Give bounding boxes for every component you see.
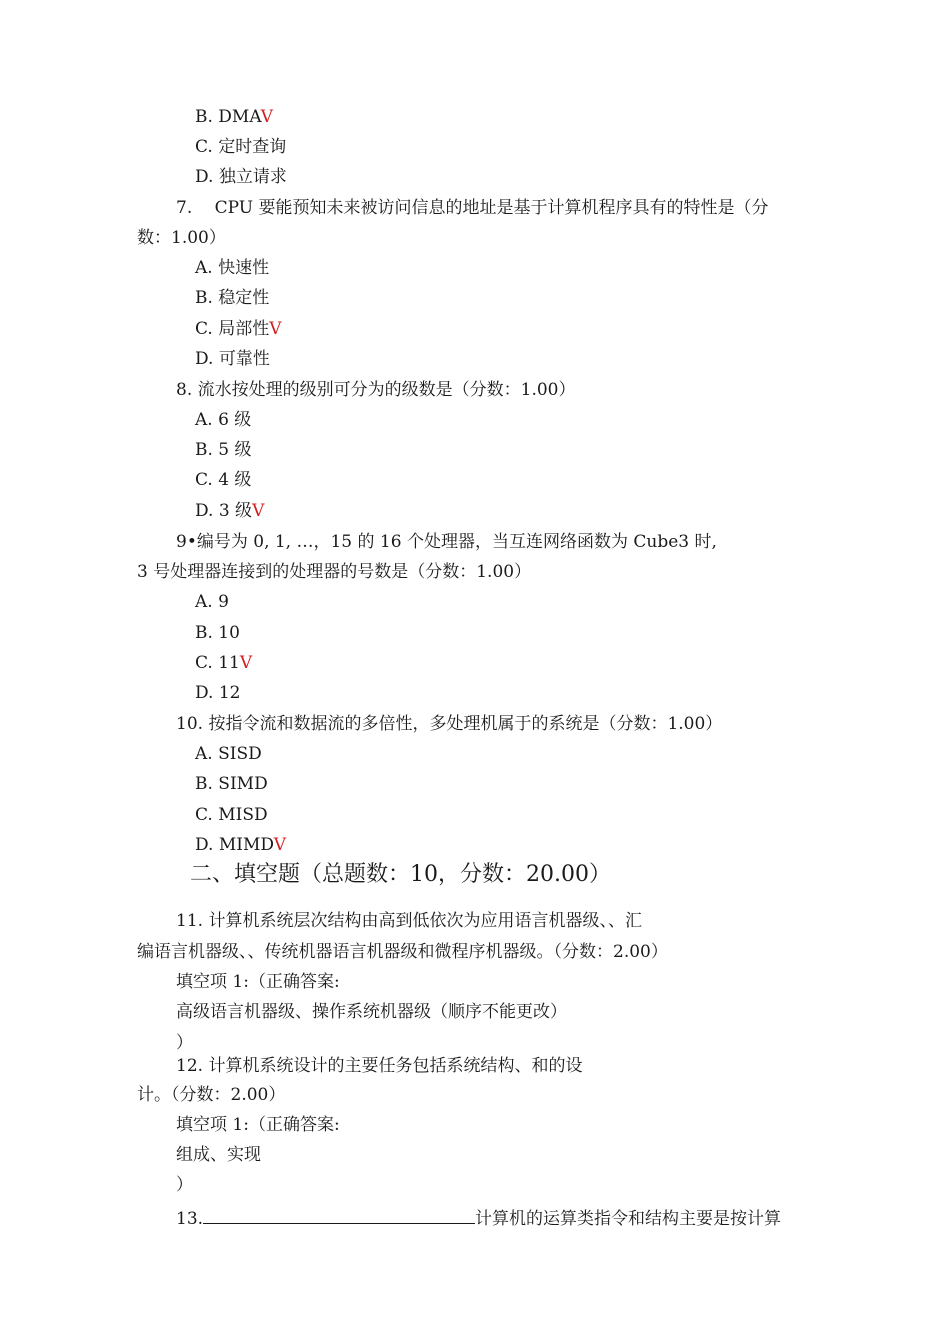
q9-option-a: A. 9 xyxy=(195,592,229,612)
q10-option-c: C. MISD xyxy=(195,805,268,825)
q12-stem: 12. 计算机系统设计的主要任务包括系统结构、和的设 xyxy=(176,1056,583,1076)
q10-option-a: A. SISD xyxy=(195,744,262,764)
q9-option-d: D. 12 xyxy=(195,683,241,703)
q6-option-d: D. 独立请求 xyxy=(195,167,287,187)
q7-stem: 7. CPU 要能预知未来被访问信息的地址是基于计算机程序具有的特性是（分 xyxy=(176,198,769,218)
q11-fill-label: 填空项 1:（正确答案: xyxy=(176,972,340,992)
correct-mark: V xyxy=(260,107,274,127)
q7-option-b: B. 稳定性 xyxy=(195,288,270,308)
q10-option-b: B. SIMD xyxy=(195,774,268,794)
q6-option-b: B. DMAV xyxy=(195,107,274,127)
q13-stem-text: 计算机的运算类指令和结构主要是按计算 xyxy=(475,1209,782,1229)
q9-option-c: C. 11V xyxy=(195,653,253,673)
q7-option-d: D. 可靠性 xyxy=(195,349,270,369)
q13-stem xyxy=(176,1207,781,1230)
q12-answer: 组成、实现 xyxy=(176,1145,261,1165)
q12-fill-label: 填空项 1:（正确答案: xyxy=(176,1115,340,1135)
correct-mark: V xyxy=(269,319,282,339)
q8-option-b: B. 5 级 xyxy=(195,440,252,460)
correct-mark: V xyxy=(273,835,286,855)
q10-option-d: D. MIMDV xyxy=(195,835,286,855)
q11-close: ） xyxy=(176,1033,193,1053)
q9-stem-continued: 3 号处理器连接到的处理器的号数是（分数：1.00） xyxy=(137,562,532,582)
q9-option-b: B. 10 xyxy=(195,623,240,643)
q7-option-a: A. 快速性 xyxy=(195,258,270,278)
q8-option-c: C. 4 级 xyxy=(195,470,252,490)
q7-stem-continued: 数：1.00） xyxy=(137,228,226,248)
q13-number: 13. xyxy=(176,1209,204,1229)
correct-mark: V xyxy=(239,653,253,673)
q11-stem-continued: 编语言机器级、、传统机器语言机器级和微程序机器级。（分数：2.00） xyxy=(137,942,668,962)
q9-stem: 9•编号为 0, 1, …，15 的 16 个处理器，当互连网络函数为 Cube3 时, xyxy=(176,532,717,552)
q13-blank xyxy=(203,1207,475,1224)
q8-option-a: A. 6 级 xyxy=(195,410,252,430)
section-heading: 二、填空题（总题数：10，分数：20.00） xyxy=(190,862,611,887)
q8-option-d: D. 3 级V xyxy=(195,501,265,521)
q11-stem: 11. 计算机系统层次结构由高到低依次为应用语言机器级、、汇 xyxy=(176,911,642,931)
q12-stem-continued: 计。（分数：2.00） xyxy=(137,1085,286,1105)
q11-answer: 高级语言机器级、操作系统机器级（顺序不能更改） xyxy=(176,1002,567,1022)
q7-option-c: C. 局部性V xyxy=(195,319,282,339)
q8-stem: 8. 流水按处理的级别可分为的级数是（分数：1.00） xyxy=(176,380,576,400)
q12-close: ） xyxy=(176,1175,193,1195)
q10-stem: 10. 按指令流和数据流的多倍性，多处理机属于的系统是（分数：1.00） xyxy=(176,714,723,734)
q6-option-c: C. 定时查询 xyxy=(195,137,287,157)
correct-mark: V xyxy=(252,501,265,521)
